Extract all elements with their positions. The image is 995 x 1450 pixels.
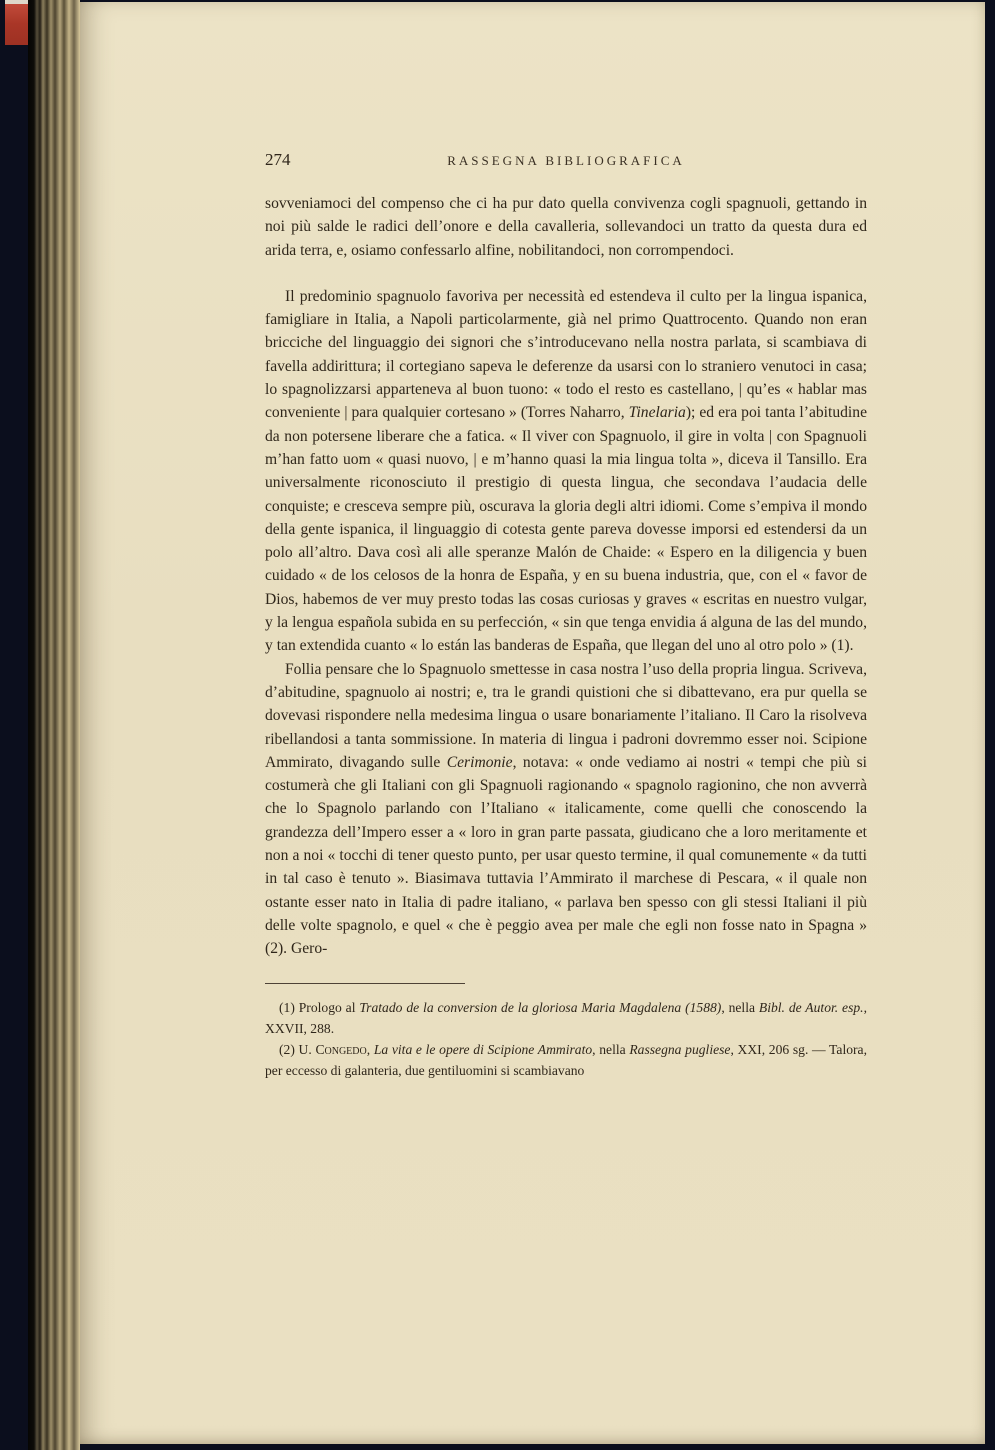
footnote-separator [265, 983, 465, 984]
footnotes [265, 997, 867, 1082]
text-segment: , XXI, 206 sg. — Talora, per eccesso di galanteria, due gentiluomini si scambiavano [265, 1041, 867, 1079]
page-header [265, 150, 867, 174]
text-segment: Cerimonie [446, 753, 513, 771]
footnote [265, 997, 867, 1039]
book-page-edges [28, 0, 80, 1450]
text-column [265, 192, 867, 1081]
text-segment: La vita e le opere di Scipione Ammirato [373, 1041, 593, 1057]
text-segment: Follia pensare che lo Spagnuolo smettesse in casa nostra l’uso della propria lingua. Scriveva, d’abitudine, spagnuolo ai nostri; e, tra le grandi quistioni che si dibattevano, era pur quella se dovevasi rispondere nella medesima lingua o usare bonariamente l’italiano. Il Caro la risolveva ribellandosi a tanta sommissione. In materia di lingua i padroni dovremmo esser noi. Scipione Ammirato, divagando sulle [265, 660, 867, 771]
text-segment: , [366, 1041, 374, 1057]
red-bookmark [5, 0, 30, 45]
text-segment: (2) U. [279, 1041, 316, 1057]
text-segment: , nella [721, 999, 759, 1015]
text-segment: Rassegna pugliese [629, 1041, 731, 1057]
text-segment: , notava: « onde vediamo ai nostri « tempi che più si costumerà che gli Italiani con gli Spagnuoli ragionando « spagnolo ragionino, che non avverrà che lo Spagnolo parlando con l’Italiano « italicamente, come quelli che conoscendo la grandezza dell’Impero esser a « loro in gran parte passata, giudicano che a loro meritamente et non a noi « tocchi di tener questo punto, per usar questo termine, il qual comunemente « da tutti in tal caso è tenuto ». Biasimava tuttavia l’Ammirato il marchese di Pescara, « il quale non ostante esser nato in Italia di padre italiano, « parlava ben spesso con gli stessi Italiani il più delle volte spagnolo, e quel « che è peggio avea per male che egli non fosse nato in Spagna » (2). Gero- [265, 753, 867, 958]
paragraph [265, 192, 867, 262]
text-segment: , nella [592, 1041, 630, 1057]
text-segment: sovveniamoci del compenso che ci ha pur dato quella convivenza cogli spagnuoli, gettando in noi più salde le radici dell’onore e della cavalleria, sollevandoci un tratto da questa dura ed arida terra, e, osiamo confessarlo alfine, nobilitandoci, non corrompendoci. [265, 195, 867, 259]
paragraph [265, 285, 867, 658]
text-segment: ); ed era poi tanta l’abitudine da non potersene liberare che a fatica. « Il viver con Spagnuolo, il gire in volta | con Spagnuoli m’han fatto uom « quasi nuovo, | e m’hanno quasi la mia lingua tolta », diceva il Tansillo. Era universalmente riconosciuto il prestigio di questa lingua, che secondava l’audacia delle conquiste; e cresceva sempre più, oscurava la gloria degli altri idiomi. Come s’empiva il mondo della gente ispanica, il linguaggio di cotesta gente pareva dovesse imporsi ed estendersi da un polo all’altro. Dava così ali alle speranze Malón de Chaide: « Espero en la diligencia y buen cuidado « de los celosos de la honra de España, y en su buena industria, que, con el « favor de Dios, habemos de ver muy presto todas las cosas curiosas y graves « escritas en nuestro vulgar, y la lengua española subida en su perfección, « sin que tenga envidia á alguna de las del mundo, y tan extendida cuanto « lo están las banderas de España, que llegan del uno al otro polo » (1). [265, 404, 867, 655]
running-header: RASSEGNA BIBLIOGRAFICA [447, 153, 685, 168]
text-segment: Tratado de la conversion de la gloriosa Maria Magdalena (1588) [359, 999, 722, 1015]
text-segment: , XXVII, 288. [265, 999, 867, 1036]
text-segment: Il predominio spagnuolo favoriva per necessità ed estendeva il culto per la lingua ispanica, famigliare in Italia, a Napoli particolarmente, già nel primo Quattrocento. Quando non eran bricciche del linguaggio dei signori che s’introducevano nella nostra parlata, si scambiava di favella addirittura; il cortegiano sapeva le deferenze da usarsi con lo straniero venutoci in casa; lo spagnolizzarsi apparteneva al buon tuono: « todo el resto es castellano, | qu’es « hablar mas conveniente | para qualquier cortesano » (Torres Naharro, [265, 287, 867, 422]
paragraph [265, 658, 867, 961]
text-segment: Congedo [315, 1041, 367, 1057]
body-text [265, 192, 867, 961]
page-number: 274 [265, 150, 291, 169]
text-segment: (1) Prologo al [279, 999, 360, 1015]
text-segment: Bibl. de Autor. esp. [758, 999, 864, 1015]
text-segment: Tinelaria [628, 404, 686, 422]
book-page [80, 2, 985, 1444]
footnote [265, 1039, 867, 1081]
